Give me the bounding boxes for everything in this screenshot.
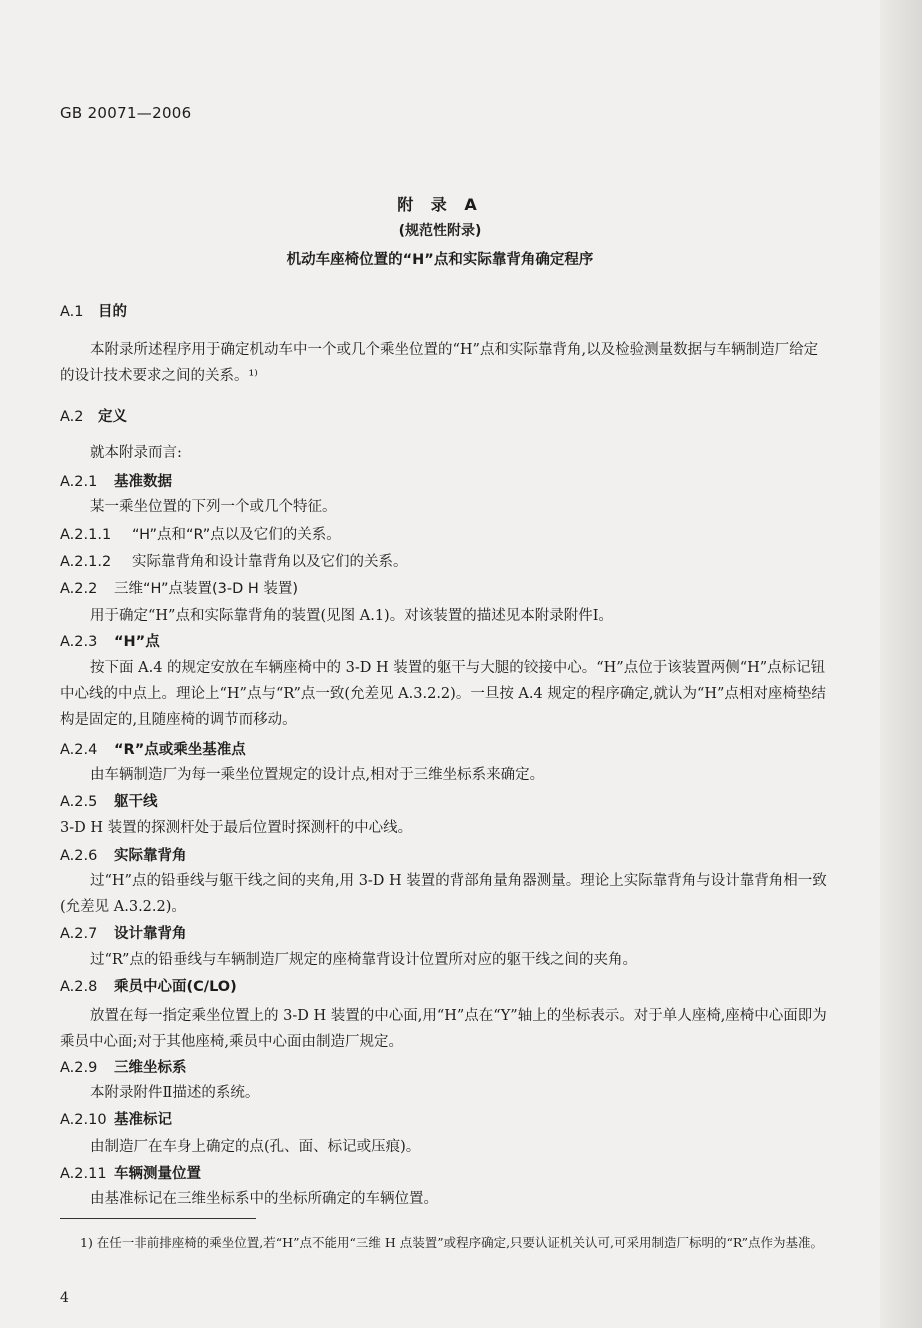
section-number: A.2.1 xyxy=(60,474,98,490)
section-a29-heading xyxy=(60,1056,187,1077)
standard-number: GB 20071—2006 xyxy=(60,104,192,122)
section-title: “R”点或乘坐基准点 xyxy=(114,742,246,758)
section-number: A.2 xyxy=(60,409,84,425)
section-text: 实际靠背角和设计靠背角以及它们的关系。 xyxy=(132,554,408,570)
section-title: 设计靠背角 xyxy=(114,926,187,942)
section-a21-heading xyxy=(60,470,172,491)
section-a210-text: 由制造厂在车身上确定的点(孔、面、标记或压痕)。 xyxy=(90,1139,421,1155)
section-a27-text: 过“R”点的铅垂线与车辆制造厂规定的座椅靠背设计位置所对应的躯干线之间的夹角。 xyxy=(90,952,637,968)
section-a23-text: 按下面 A.4 的规定安放在车辆座椅中的 3-D H 装置的躯干与大腿的铰接中心。“H”点位于该装置两侧“H”点标记钮中心线的中点上。理论上“H”点与“R”点一致(允差见 A.3.2.2)。一旦按 A.4 规定的程序确定,就认为“H”点相对座椅垫结构是固定的,且随座椅的调节而移动。 xyxy=(60,660,826,728)
section-a2-text: 就本附录而言: xyxy=(90,445,182,461)
section-a25-text: 3-D H 装置的探测杆处于最后位置时探测杆的中心线。 xyxy=(60,820,413,836)
section-a22-heading xyxy=(60,577,298,598)
section-text: “H”点和“R”点以及它们的关系。 xyxy=(132,527,341,543)
section-a22-text: 用于确定“H”点和实际靠背角的装置(见图 A.1)。对该装置的描述见本附录附件Ⅰ。 xyxy=(90,608,613,624)
section-number: A.2.10 xyxy=(60,1112,107,1128)
section-number: A.1 xyxy=(60,304,84,320)
footnote-rule xyxy=(60,1218,256,1219)
section-number: A.2.5 xyxy=(60,794,98,810)
section-title: 乘员中心面(C/LO) xyxy=(114,979,237,995)
section-a29-text: 本附录附件Ⅱ描述的系统。 xyxy=(90,1085,260,1101)
section-title: 三维“H”点装置(3-D H 装置) xyxy=(114,581,299,597)
section-a27-heading xyxy=(60,922,187,943)
section-a26-heading xyxy=(60,844,187,865)
section-number: A.2.3 xyxy=(60,634,98,650)
section-title: 实际靠背角 xyxy=(114,848,187,864)
section-title: 三维坐标系 xyxy=(114,1060,187,1076)
section-number: A.2.1.1 xyxy=(60,527,112,543)
section-a26-text: 过“H”点的铅垂线与躯干线之间的夹角,用 3-D H 装置的背部角量角器测量。理论上实际靠背角与设计靠背角相一致(允差见 A.3.2.2)。 xyxy=(60,873,827,915)
section-number: A.2.1.2 xyxy=(60,554,112,570)
footnote: 1) 在任一非前排座椅的乘坐位置,若“H”点不能用“三维 H 点装置”或程序确定,只要认证机关认可,可采用制造厂标明的“R”点作为基准。 xyxy=(80,1235,824,1250)
section-a21-text: 某一乘坐位置的下列一个或几个特征。 xyxy=(90,499,337,515)
section-a211m-heading xyxy=(60,1162,201,1183)
appendix-title: 机动车座椅位置的“H”点和实际靠背角确定程序 xyxy=(286,252,594,268)
section-a2-heading xyxy=(60,405,127,426)
section-number: A.2.4 xyxy=(60,742,98,758)
section-number: A.2.6 xyxy=(60,848,98,864)
section-number: A.2.7 xyxy=(60,926,98,942)
page-number: 4 xyxy=(60,1290,69,1306)
section-title: 基准数据 xyxy=(114,474,172,490)
section-a25-heading xyxy=(60,790,158,811)
section-title: 定义 xyxy=(98,409,127,425)
section-title: 躯干线 xyxy=(114,794,158,810)
section-a211m-text: 由基准标记在三维坐标系中的坐标所确定的车辆位置。 xyxy=(90,1191,438,1207)
section-title: “H”点 xyxy=(114,634,160,650)
page-edge-shadow xyxy=(880,0,922,1328)
section-a1-text: 本附录所述程序用于确定机动车中一个或几个乘坐位置的“H”点和实际靠背角,以及检验测量数据与车辆制造厂给定的设计技术要求之间的关系。¹⁾ xyxy=(60,342,819,384)
section-a28-heading xyxy=(60,975,237,996)
section-number: A.2.11 xyxy=(60,1166,107,1182)
section-a210-heading xyxy=(60,1108,172,1129)
section-a24-heading xyxy=(60,738,246,759)
appendix-type: (规范性附录) xyxy=(398,223,482,239)
section-title: 目的 xyxy=(98,304,127,320)
section-a28-text: 放置在每一指定乘坐位置上的 3-D H 装置的中心面,用“H”点在“Y”轴上的坐标表示。对于单人座椅,座椅中心面即为乘员中心面;对于其他座椅,乘员中心面由制造厂规定。 xyxy=(60,1008,827,1050)
section-number: A.2.8 xyxy=(60,979,98,995)
section-a212 xyxy=(60,550,408,571)
section-title: 基准标记 xyxy=(114,1112,172,1128)
appendix-heading: 附 录 A xyxy=(397,195,483,214)
section-number: A.2.9 xyxy=(60,1060,98,1076)
section-a211 xyxy=(60,523,341,544)
section-title: 车辆测量位置 xyxy=(114,1166,201,1182)
section-a24-text: 由车辆制造厂为每一乘坐位置规定的设计点,相对于三维坐标系来确定。 xyxy=(90,767,545,783)
section-number: A.2.2 xyxy=(60,581,98,597)
section-a23-heading xyxy=(60,630,160,651)
section-a1-heading xyxy=(60,300,127,321)
